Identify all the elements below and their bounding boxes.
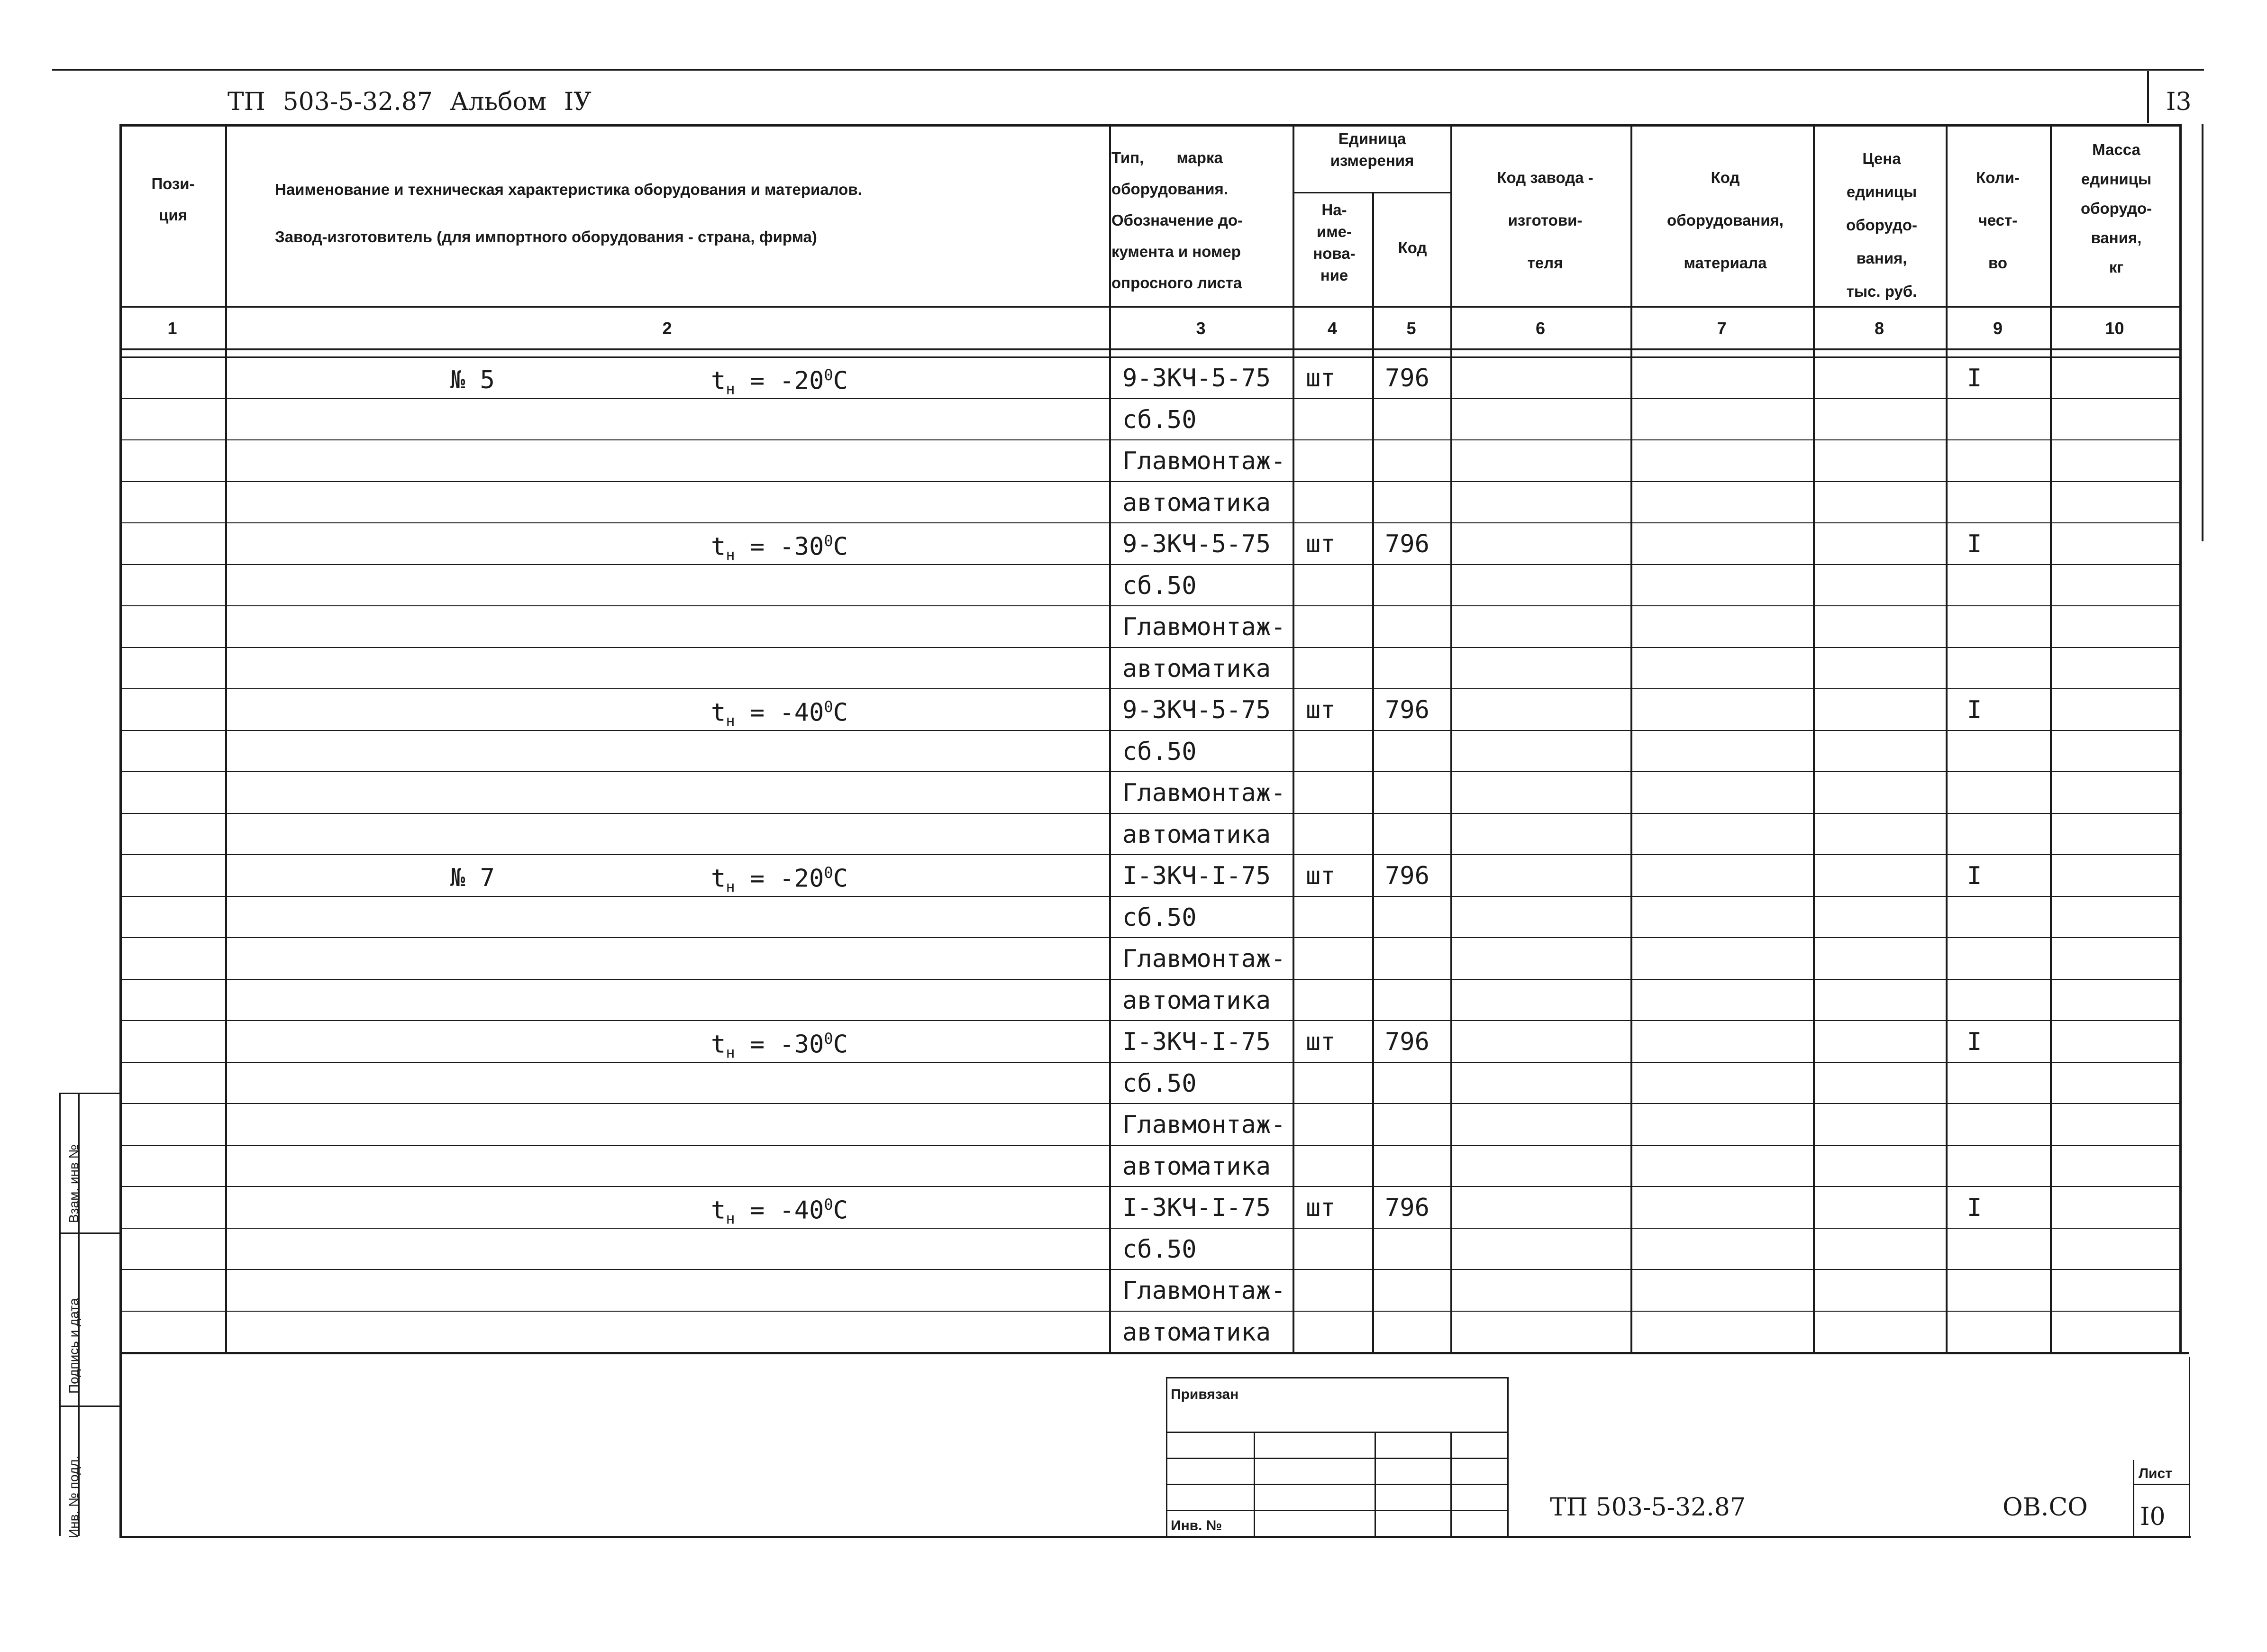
side-stamp-signature: Подпись и дата	[66, 1298, 81, 1394]
header-manufacturer-code: Код завода - изготови- теля	[1497, 169, 1593, 272]
row-divider	[119, 522, 2179, 523]
type-mark: Главмонтаж-	[1122, 1111, 1286, 1139]
scheme-number: № 7	[450, 864, 495, 892]
column-divider-6	[1630, 124, 1632, 1352]
column-divider-8	[1946, 124, 1948, 1352]
type-mark: Главмонтаж-	[1122, 447, 1286, 475]
scheme-number: № 5	[450, 366, 495, 394]
stamp-divider	[1254, 1432, 1255, 1536]
side-stamp-top	[59, 1093, 121, 1094]
column-divider-7	[1813, 124, 1815, 1352]
stamp-line	[1166, 1432, 1507, 1433]
quantity: I	[1967, 696, 1982, 724]
type-mark: Главмонтаж-	[1122, 1277, 1286, 1305]
type-mark: автоматика	[1122, 654, 1271, 683]
row-divider	[119, 1311, 2179, 1312]
row-divider	[119, 1145, 2179, 1146]
stamp-right	[1507, 1377, 1509, 1536]
type-mark: Главмонтаж-	[1122, 613, 1286, 641]
unit-code: 796	[1385, 696, 1429, 724]
row-divider	[119, 896, 2179, 897]
stamp-line	[1166, 1458, 1507, 1459]
unit-code: 796	[1385, 1194, 1429, 1222]
type-mark: автоматика	[1122, 1152, 1271, 1181]
unit-code: 796	[1385, 862, 1429, 890]
stamp-divider	[1450, 1432, 1452, 1536]
type-mark: Главмонтаж-	[1122, 779, 1286, 807]
side-stamp-divider	[59, 1232, 121, 1234]
column-number-2: 2	[662, 319, 672, 338]
numbers-bottom-border	[119, 348, 2179, 350]
side-stamp-divider	[59, 1406, 121, 1407]
stamp-divider	[1375, 1432, 1376, 1536]
side-stamp-left	[59, 1093, 61, 1536]
header-unit-name: На- име- нова- ние	[1313, 201, 1356, 284]
footer-right	[2189, 1357, 2190, 1536]
unit-name: шт	[1306, 1028, 1336, 1056]
quantity: I	[1967, 530, 1982, 558]
column-number-8: 8	[1874, 319, 1885, 338]
stamp-inv-no: Инв. №	[1171, 1518, 1222, 1533]
type-mark: 9-3КЧ-5-75	[1122, 696, 1271, 724]
unit-name: шт	[1306, 1194, 1336, 1222]
unit-name: шт	[1306, 530, 1336, 558]
row-divider	[119, 730, 2179, 731]
column-divider-5	[1450, 124, 1452, 1352]
type-mark: 9-3КЧ-5-75	[1122, 364, 1271, 392]
footer-bottom	[119, 1536, 2191, 1538]
document-title: ТП 503-5-32.87 Альбом IУ	[228, 88, 592, 116]
row-divider	[119, 1269, 2179, 1270]
type-mark: автоматика	[1122, 1318, 1271, 1347]
header-mass: Масса единицы оборудо- вания, кг	[2080, 141, 2152, 276]
temperature-label: $t_н = -30^0С$	[711, 1030, 848, 1062]
header-quantity: Коли- чест- во	[1976, 169, 2020, 272]
row-divider	[119, 1186, 2179, 1187]
unit-code: 796	[1385, 1028, 1429, 1056]
column-number-9: 9	[1993, 319, 2003, 338]
type-mark: автоматика	[1122, 820, 1271, 849]
row-divider	[119, 813, 2179, 814]
outer-right-edge	[2202, 124, 2203, 541]
row-divider	[119, 564, 2179, 565]
row-divider	[119, 1020, 2179, 1021]
side-stamp-inventory: Инв. № подл.	[66, 1455, 81, 1538]
footer-sheet-code: ОВ.СО	[2003, 1493, 2088, 1522]
column-number-3: 3	[1196, 319, 1206, 338]
stamp-line	[1166, 1510, 1507, 1511]
column-number-6: 6	[1535, 319, 1546, 338]
stamp-left	[1166, 1377, 1167, 1536]
header-unit-group: Единица измерения	[1330, 130, 1414, 169]
row-divider	[119, 356, 2179, 358]
side-stamp-replace: Взам. инв №	[66, 1144, 81, 1223]
quantity: I	[1967, 364, 1982, 392]
column-number-10: 10	[2105, 319, 2124, 338]
column-divider-2	[1109, 124, 1111, 1352]
type-mark: I-3КЧ-I-75	[1122, 1028, 1271, 1056]
type-mark: сб.50	[1122, 571, 1197, 600]
sheet-box-divider	[2133, 1484, 2190, 1485]
type-mark: автоматика	[1122, 488, 1271, 517]
stamp-line	[1166, 1484, 1507, 1485]
row-divider	[119, 647, 2179, 648]
table-bottom-border	[119, 1352, 2189, 1354]
type-mark: 9-3КЧ-5-75	[1122, 530, 1271, 558]
footer-doc-code: ТП 503-5-32.87	[1550, 1493, 1746, 1522]
row-divider	[119, 1228, 2179, 1229]
stamp-top	[1166, 1377, 1507, 1378]
row-divider	[119, 481, 2179, 482]
column-number-4: 4	[1327, 319, 1338, 338]
column-divider-3	[1293, 124, 1294, 1352]
type-mark: I-3КЧ-I-75	[1122, 1194, 1271, 1222]
type-mark: сб.50	[1122, 1069, 1197, 1098]
row-divider	[119, 688, 2179, 689]
type-mark: сб.50	[1122, 405, 1197, 434]
quantity: I	[1967, 862, 1982, 890]
row-divider	[119, 854, 2179, 855]
type-mark: автоматика	[1122, 986, 1271, 1015]
column-number-5: 5	[1406, 319, 1416, 338]
quantity: I	[1967, 1028, 1982, 1056]
row-divider	[119, 979, 2179, 980]
row-divider	[119, 1062, 2179, 1063]
row-divider	[119, 937, 2179, 938]
temperature-label: $t_н = -20^0С$	[711, 366, 848, 398]
header-equipment-code: Код оборудования, материала	[1667, 169, 1784, 272]
row-divider	[119, 439, 2179, 440]
row-divider	[119, 398, 2179, 399]
temperature-label: $t_н = -40^0С$	[711, 698, 848, 730]
header-price: Цена единицы оборудо- вания, тыс. руб.	[1846, 150, 1918, 300]
unit-code: 796	[1385, 364, 1429, 392]
footer-sheet-label: Лист	[2139, 1466, 2172, 1481]
unit-name: шт	[1306, 862, 1336, 890]
type-mark: I-3КЧ-I-75	[1122, 862, 1271, 890]
stamp-privyazan: Привязан	[1171, 1387, 1239, 1402]
temperature-label: $t_н = -30^0С$	[711, 532, 848, 564]
unit-name: шт	[1306, 696, 1336, 724]
type-mark: сб.50	[1122, 1235, 1197, 1264]
unit-name: шт	[1306, 364, 1336, 392]
top-rule	[52, 69, 2204, 71]
type-mark: сб.50	[1122, 737, 1197, 766]
row-divider	[119, 1103, 2179, 1104]
column-number-7: 7	[1717, 319, 1727, 338]
unit-group-divider	[1293, 192, 1450, 193]
column-divider-9	[2050, 124, 2052, 1352]
column-divider-1	[225, 124, 227, 1352]
page-number-divider	[2147, 71, 2149, 123]
type-mark: сб.50	[1122, 903, 1197, 932]
temperature-label: $t_н = -20^0С$	[711, 864, 848, 896]
table-top-border	[119, 124, 2179, 127]
header-unit-code: Код	[1398, 239, 1427, 256]
column-number-1: 1	[167, 319, 177, 338]
page-number: I3	[2166, 88, 2192, 116]
temperature-label: $t_н = -40^0С$	[711, 1196, 848, 1228]
table-right-border	[2179, 124, 2182, 1352]
quantity: I	[1967, 1194, 1982, 1222]
unit-code: 796	[1385, 530, 1429, 558]
header-position: Пози- ция	[151, 175, 195, 224]
row-divider	[119, 771, 2179, 772]
header-type: Тип, марка оборудования. Обозначение до- кумента и номер опросного листа	[1111, 149, 1243, 292]
sheet-box-left	[2133, 1460, 2134, 1536]
type-mark: Главмонтаж-	[1122, 945, 1286, 973]
footer-sheet-number: I0	[2140, 1503, 2166, 1531]
header-name: Наименование и техническая характеристика оборудования и материалов. Завод-изготовитель (для импортного оборудования - страна, фирма)	[275, 181, 862, 246]
row-divider	[119, 605, 2179, 606]
